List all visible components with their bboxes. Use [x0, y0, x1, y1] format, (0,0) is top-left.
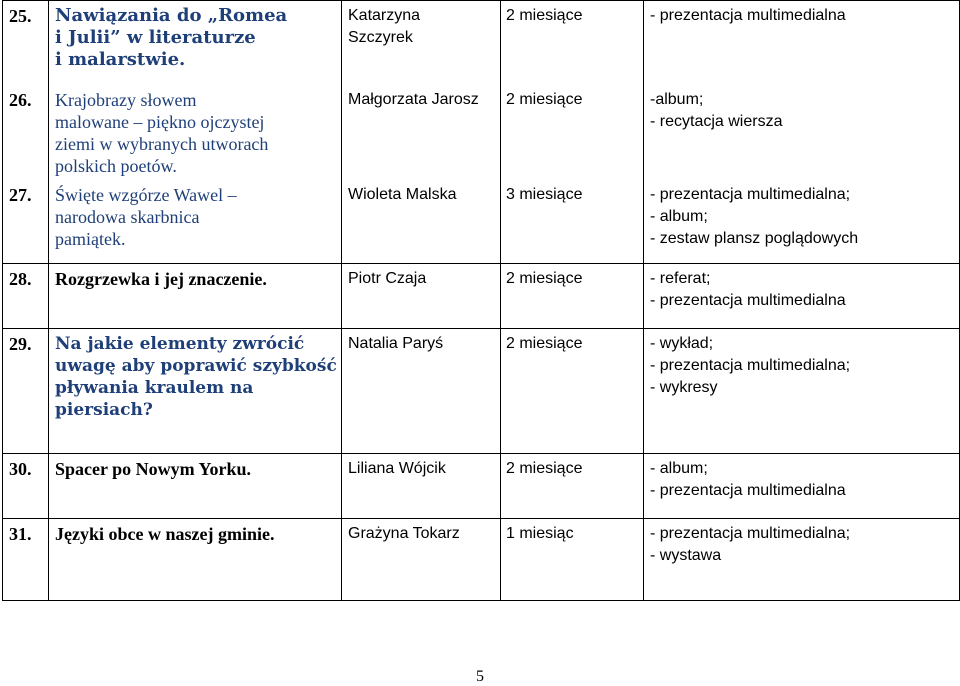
topic-cell	[49, 329, 342, 454]
author-line: Natalia Paryś	[348, 335, 444, 352]
author-cell	[342, 454, 501, 519]
row-number-text: 28.	[9, 269, 32, 289]
form-line: - album;	[650, 207, 708, 225]
row-number	[3, 454, 49, 519]
author-line: Szczyrek	[348, 29, 413, 46]
duration-cell	[501, 264, 644, 329]
duration-text: 2 miesiące	[506, 90, 583, 108]
topic-line: pływania kraulem na	[55, 378, 254, 398]
row-number	[3, 519, 49, 601]
author-line: Liliana Wójcik	[348, 460, 446, 477]
row-number	[3, 1, 49, 85]
table-row	[3, 180, 960, 264]
form-cell	[644, 329, 960, 454]
topic-line: piersiach?	[55, 400, 153, 420]
author-cell	[342, 264, 501, 329]
topic-line: polskich poetów.	[55, 155, 177, 176]
table-row	[3, 1, 960, 85]
form-line: - prezentacja multimedialna	[650, 7, 846, 24]
topic-cell	[49, 519, 342, 601]
author-line: Piotr Czaja	[348, 270, 427, 287]
table-row	[3, 329, 960, 454]
form-line: - wykresy	[650, 379, 718, 396]
topic-line: Na jakie elementy zwrócić	[55, 334, 305, 354]
row-number-text: 25.	[9, 6, 32, 26]
topic-line: Języki obce w naszej gminie.	[55, 524, 275, 544]
page-number: 5	[476, 668, 484, 685]
form-cell	[644, 519, 960, 601]
row-number	[3, 329, 49, 454]
topic-cell	[49, 85, 342, 180]
form-cell	[644, 85, 960, 180]
form-line: - wystawa	[650, 547, 722, 564]
duration-text: 2 miesiące	[506, 460, 583, 477]
author-cell	[342, 329, 501, 454]
topic-line: Nawiązania do „Romea	[55, 5, 288, 26]
form-line: - wykład;	[650, 335, 714, 352]
duration-text: 3 miesiące	[506, 185, 583, 203]
topic-line: Święte wzgórze Wawel –	[55, 184, 237, 205]
topic-line: malowane – piękno ojczystej	[55, 111, 265, 132]
duration-cell	[501, 519, 644, 601]
form-line: - album;	[650, 460, 708, 477]
topic-line: i malarstwie.	[55, 49, 186, 70]
table-row	[3, 519, 960, 601]
table-row	[3, 264, 960, 329]
form-cell	[644, 1, 960, 85]
row-number-text: 30.	[9, 459, 32, 479]
form-line: - prezentacja multimedialna	[650, 292, 846, 309]
duration-cell	[501, 454, 644, 519]
form-line: - prezentacja multimedialna;	[650, 357, 851, 374]
duration-cell	[501, 1, 644, 85]
author-cell	[342, 85, 501, 180]
duration-cell	[501, 329, 644, 454]
table-row	[3, 85, 960, 180]
author-cell	[342, 519, 501, 601]
row-number	[3, 85, 49, 180]
topic-line: ziemi w wybranych utworach	[55, 133, 269, 154]
form-line: - prezentacja multimedialna;	[650, 185, 851, 203]
topic-line: pamiątek.	[55, 228, 126, 249]
duration-text: 2 miesiące	[506, 270, 583, 287]
topic-cell	[49, 454, 342, 519]
row-number-text: 29.	[9, 334, 32, 354]
author-line: Wioleta Malska	[348, 185, 457, 203]
duration-cell	[501, 180, 644, 264]
author-cell	[342, 180, 501, 264]
row-number-text: 27.	[9, 184, 32, 205]
row-number-text: 26.	[9, 89, 32, 110]
topic-cell	[49, 180, 342, 264]
form-line: - referat;	[650, 270, 711, 287]
topic-line: narodowa skarbnica	[55, 206, 200, 227]
topic-cell	[49, 1, 342, 85]
form-cell	[644, 454, 960, 519]
topic-cell	[49, 264, 342, 329]
author-line: Grażyna Tokarz	[348, 525, 460, 542]
topic-line: Rozgrzewka i jej znaczenie.	[55, 269, 267, 289]
author-line: Katarzyna	[348, 7, 421, 24]
table-row	[3, 454, 960, 519]
form-cell	[644, 264, 960, 329]
form-line: - zestaw plansz poglądowych	[650, 229, 859, 247]
author-line: Małgorzata Jarosz	[348, 90, 479, 108]
topic-line: Krajobrazy słowem	[55, 89, 197, 110]
form-line: -album;	[650, 90, 704, 108]
row-number	[3, 264, 49, 329]
form-line: - recytacja wiersza	[650, 112, 783, 130]
author-cell	[342, 1, 501, 85]
projects-table	[2, 0, 960, 601]
row-number-text: 31.	[9, 524, 32, 544]
row-number	[3, 180, 49, 264]
form-cell	[644, 180, 960, 264]
topic-line: Spacer po Nowym Yorku.	[55, 459, 252, 479]
duration-text: 2 miesiące	[506, 7, 583, 24]
form-line: - prezentacja multimedialna	[650, 482, 846, 499]
form-line: - prezentacja multimedialna;	[650, 525, 851, 542]
duration-text: 2 miesiące	[506, 335, 583, 352]
topic-line: uwagę aby poprawić szybkość	[55, 356, 337, 376]
duration-cell	[501, 85, 644, 180]
topic-line: i Julii” w literaturze	[55, 27, 256, 48]
duration-text: 1 miesiąc	[506, 525, 574, 542]
